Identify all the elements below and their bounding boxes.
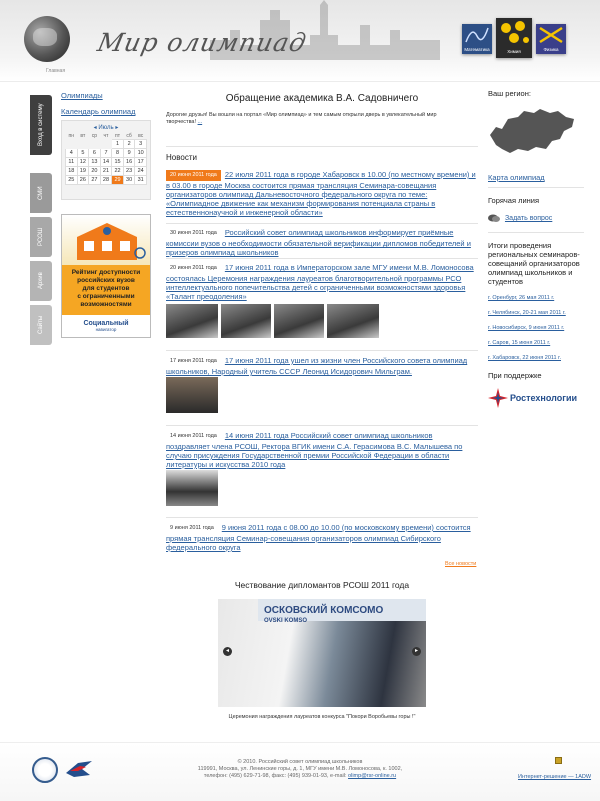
- page-title: Обращение академика В.А. Садовничего: [225, 93, 419, 104]
- calendar-link[interactable]: Календарь олимпиад: [61, 107, 136, 116]
- calendar-month[interactable]: ◂ Июль ▸: [93, 125, 119, 131]
- calendar-day[interactable]: 20: [89, 167, 101, 176]
- tab-media[interactable]: СМИ: [30, 173, 52, 213]
- calendar-day[interactable]: 3: [135, 140, 147, 149]
- prev-month-icon[interactable]: ◂: [93, 125, 99, 131]
- calendar-day[interactable]: 12: [77, 158, 89, 167]
- footer-email-link[interactable]: olimp@rsr-online.ru: [348, 773, 397, 779]
- subject-label: Математика: [464, 47, 490, 52]
- gallery-next-icon[interactable]: ▸: [412, 647, 421, 656]
- results-title: Итоги проведения региональных семинаров-совещаний организаторов олимпиад школьников и студентов: [488, 241, 580, 286]
- region-title: Ваш регион:: [488, 89, 531, 98]
- result-link[interactable]: г. Новосибирск, 9 июня 2011 г.: [488, 325, 565, 331]
- news-date: 9 июня 2011 года: [170, 525, 214, 531]
- calendar-day[interactable]: 27: [89, 176, 101, 185]
- russia-flag-bird-icon[interactable]: [64, 759, 94, 779]
- news-photo-thumbnail[interactable]: [327, 304, 379, 338]
- calendar-empty-cell: [66, 140, 78, 149]
- next-month-icon[interactable]: ▸: [113, 125, 119, 131]
- chemistry-icon: [496, 18, 532, 48]
- subject-label: Химия: [507, 49, 521, 54]
- olympiad-calendar: [61, 120, 151, 200]
- calendar-day[interactable]: 9: [123, 149, 135, 158]
- calendar-day[interactable]: 31: [135, 176, 147, 185]
- calendar-day[interactable]: 29: [112, 176, 124, 185]
- weekday-label: пн: [68, 133, 75, 139]
- result-link[interactable]: г. Хабаровск, 22 июня 2011 г.: [488, 355, 561, 361]
- banner-illustration: [62, 215, 150, 265]
- calendar-day[interactable]: 6: [89, 149, 101, 158]
- login-tab[interactable]: Вход в систему: [30, 95, 52, 155]
- site-footer: [0, 742, 600, 801]
- calendar-day[interactable]: 14: [100, 158, 112, 167]
- news-item: [166, 356, 478, 376]
- news-item: [166, 431, 478, 469]
- news-item: [166, 263, 478, 301]
- news-date: 30 июня 2011 года: [170, 230, 217, 236]
- news-photo-thumbnail[interactable]: [166, 470, 218, 506]
- counter-icon[interactable]: [555, 757, 562, 764]
- calendar-day[interactable]: 13: [89, 158, 101, 167]
- subject-chemistry-button[interactable]: [496, 18, 532, 58]
- calendar-day[interactable]: 4: [66, 149, 78, 158]
- weekday-label: вт: [80, 133, 86, 139]
- banner-brand: Социальный навигатор: [83, 320, 129, 332]
- calendar-day[interactable]: 15: [112, 158, 124, 167]
- calendar-day[interactable]: 11: [66, 158, 78, 167]
- rostec-star-icon: [488, 388, 508, 408]
- subject-physics-button[interactable]: [536, 24, 566, 54]
- calendar-empty-cell: [89, 140, 101, 149]
- calendar-day[interactable]: 30: [123, 176, 135, 185]
- physics-icon: [536, 24, 566, 46]
- weekday-label: вс: [138, 133, 144, 139]
- gallery-title: Чествование дипломантов РСОШ 2011 года: [234, 580, 410, 590]
- news-photo-thumbnail[interactable]: [274, 304, 324, 338]
- news-link[interactable]: Российский совет олимпиад школьников информирует приёмные комиссии вузов о необходимости обязательной верификации дипломов победителей и призеров олимпиад школьников: [166, 228, 471, 257]
- news-link[interactable]: 22 июля 2011 года в городе Хабаровск в 10.00 (по местному времени) и в 03.00 в городе Москва состоится прямая трансляция Семинара-совещания организаторов олимпиад Дальневосточного федерального округа по теме: «Олимпиадное движение как механизм формирования потенциала страны в естественнонаучной и инженерной области»: [166, 170, 476, 217]
- subject-label: Физика: [543, 47, 559, 52]
- news-item: [166, 170, 478, 217]
- news-photo-thumbnail[interactable]: [166, 304, 218, 338]
- footer-contacts: © 2010. Российский совет олимпиад школьников 119991, Москва, ул. Ленинские горы, д. 1, МГУ имени М.В. Ломоносова, к. 1002, телефон: (495) 629-71-98, факс: (495) 939-01-93, e-mail: olimp@rsr-online.ru: [197, 759, 403, 779]
- sponsor-logo[interactable]: [488, 388, 583, 408]
- calendar-day[interactable]: 28: [100, 176, 112, 185]
- vertical-tabs: [30, 95, 52, 355]
- tab-archive[interactable]: Архив: [30, 261, 52, 301]
- subject-math-button[interactable]: [462, 24, 492, 54]
- calendar-day[interactable]: 24: [135, 167, 147, 176]
- weekday-label: ср: [91, 133, 98, 139]
- all-news-link[interactable]: Все новости: [445, 561, 477, 567]
- math-icon: [462, 24, 492, 46]
- olympiads-link[interactable]: Олимпиады: [61, 91, 103, 100]
- school-building-icon: [62, 215, 151, 265]
- accessibility-rating-banner[interactable]: [61, 214, 151, 338]
- chat-icon: [488, 214, 500, 223]
- msu-emblem-icon[interactable]: [32, 757, 58, 783]
- banner-text: Рейтинг доступности российских вузов для студентов с ограниченными возможностями: [62, 265, 150, 315]
- news-section-title: Новости: [166, 153, 197, 162]
- calendar-day[interactable]: 7: [100, 149, 112, 158]
- calendar-day[interactable]: 18: [66, 167, 78, 176]
- gallery-photo[interactable]: [218, 599, 426, 707]
- calendar-day[interactable]: 16: [123, 158, 135, 167]
- calendar-day[interactable]: 21: [100, 167, 112, 176]
- weekday-label: пт: [115, 133, 121, 139]
- tab-rsosh[interactable]: РСОШ: [30, 217, 52, 257]
- news-item: [166, 228, 478, 257]
- weekday-label: чт: [103, 133, 109, 139]
- news-date: 17 июня 2011 года: [170, 358, 217, 364]
- news-date: 20 июня 2011 года: [170, 265, 217, 271]
- developer-link[interactable]: Интернет-решение — 1ADW: [518, 774, 592, 780]
- calendar-day[interactable]: 26: [77, 176, 89, 185]
- calendar-day[interactable]: 5: [77, 149, 89, 158]
- calendar-day[interactable]: 2: [123, 140, 135, 149]
- calendar-day[interactable]: 22: [112, 167, 124, 176]
- support-title: При поддержке: [488, 371, 542, 380]
- ask-question-link[interactable]: Задать вопрос: [504, 215, 553, 223]
- photo-banner-text: ОСКОВСКИЙ КОМСОМО OVSKI KOMSO: [258, 599, 426, 621]
- weekday-label: сб: [126, 133, 132, 139]
- calendar-day[interactable]: 17: [135, 158, 147, 167]
- sponsor-name: Ростехнологии: [509, 393, 578, 403]
- news-link[interactable]: 9 июня 2011 года с 08.00 до 10.00 (по московскому времени) состоится прямая трансляция Семинар-совещания организаторов олимпиад Сибирского федерального округа: [166, 523, 471, 552]
- news-photo-thumbnail[interactable]: [166, 377, 218, 413]
- calendar-empty-cell: [100, 140, 112, 149]
- news-link[interactable]: 17 июня 2011 года ушел из жизни член Российского совета олимпиад школьников, Народный учитель СССР Леонид Исидорович Мильграм.: [166, 356, 468, 376]
- news-link[interactable]: 14 июня 2011 года Российский совет олимпиад школьников поздравляет члена РСОШ, Ректора ВГИК имени С.А. Герасимова В.С. Малышева по случаю присуждения Государственной премии Российской Федерации в области литературы и искусства 2010 года: [166, 431, 463, 469]
- gallery-caption: Церемония награждения лауреатов конкурса "Покори Воробьевы горы !": [228, 714, 416, 720]
- news-link[interactable]: 17 июня 2011 года в Императорском зале МГУ имени М.В. Ломоносова состоялась Церемония награждения лауреатов благотворительной программы РСО интеллектуального попечительства детей с ограниченными возможностями здоровья «Талант преодоления»: [166, 263, 474, 301]
- calendar-day[interactable]: 23: [123, 167, 135, 176]
- gallery-prev-icon[interactable]: ◂: [223, 647, 232, 656]
- news-photo-thumbnail[interactable]: [221, 304, 271, 338]
- calendar-day[interactable]: 19: [77, 167, 89, 176]
- result-link[interactable]: г. Саров, 15 июня 2011 г.: [488, 340, 551, 346]
- intro-text: Дорогие друзья! Вы вошли на портал «Мир олимпиад» и тем самым открыли дверь в увлекательный мир творчества! ...: [166, 112, 437, 125]
- news-date: 20 июня 2011 года: [166, 170, 221, 181]
- calendar-day[interactable]: 10: [135, 149, 147, 158]
- calendar-grid: [65, 133, 147, 185]
- calendar-day[interactable]: 8: [112, 149, 124, 158]
- ask-question[interactable]: [488, 214, 583, 223]
- calendar-day[interactable]: 1: [112, 140, 124, 149]
- result-link[interactable]: г. Челябинск, 20-21 мая 2011 г.: [488, 310, 566, 316]
- intro-more-link[interactable]: ...: [197, 119, 203, 125]
- news-item: [166, 523, 478, 552]
- olympiad-map-link[interactable]: Карта олимпиад: [488, 173, 545, 182]
- results-list: [488, 295, 583, 370]
- tab-sites[interactable]: Сайты: [30, 305, 52, 345]
- hotline-title: Горячая линия: [488, 196, 540, 205]
- result-link[interactable]: г. Оренбург, 26 мая 2011 г.: [488, 295, 555, 301]
- russia-map-icon[interactable]: [488, 105, 576, 160]
- site-logo-text[interactable]: Мир олимпиад: [94, 28, 310, 57]
- home-link[interactable]: Главная: [46, 68, 66, 74]
- globe-logo-icon[interactable]: [24, 16, 70, 62]
- calendar-empty-cell: [77, 140, 89, 149]
- site-header: [0, 0, 600, 82]
- calendar-day[interactable]: 25: [66, 176, 78, 185]
- news-date: 14 июня 2011 года: [170, 433, 217, 439]
